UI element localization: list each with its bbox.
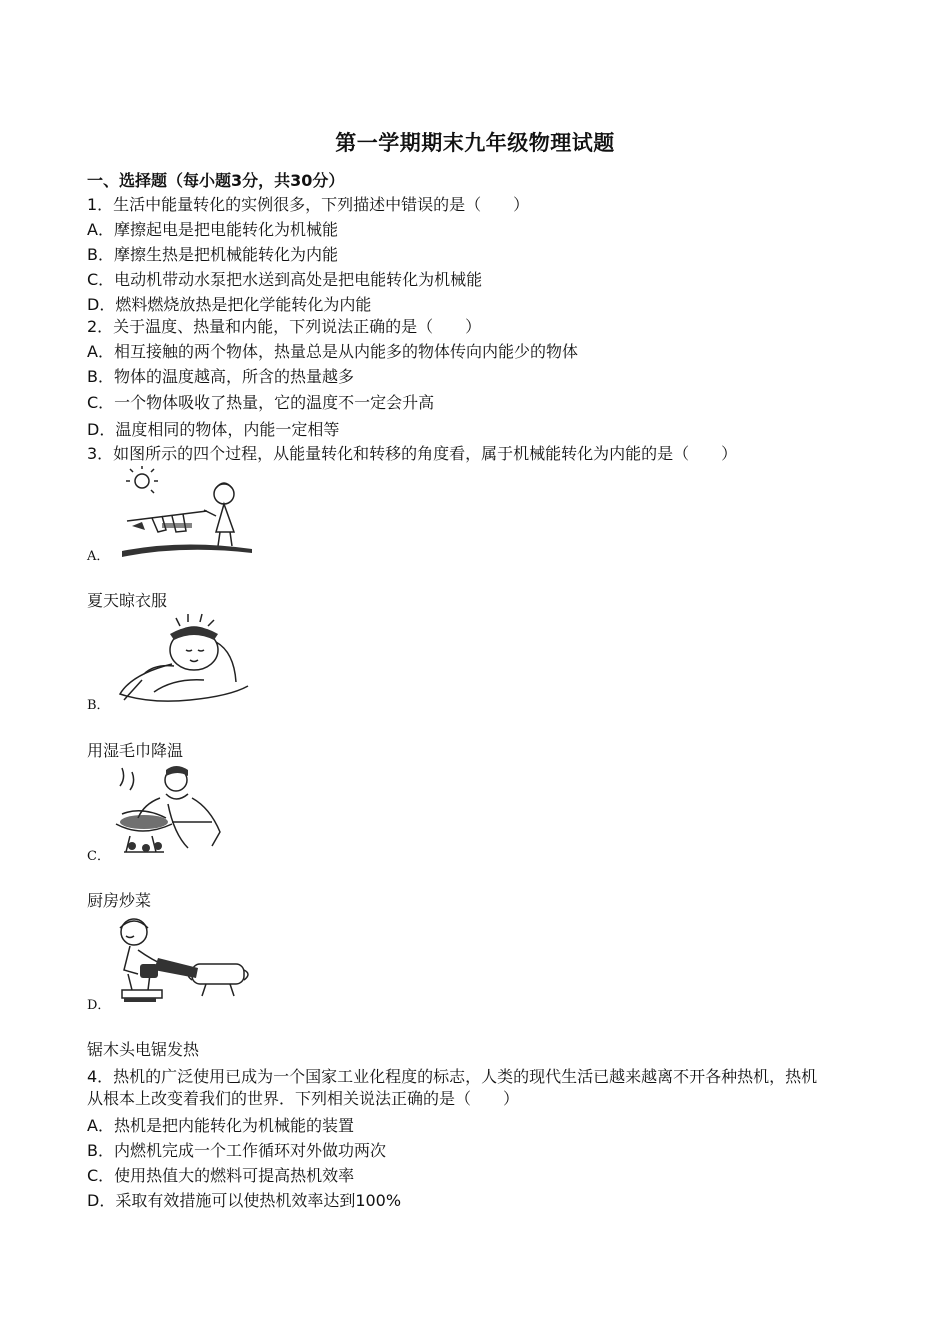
q3-option-c-label: C． [87,849,110,864]
q3-stem: 3．如图所示的四个过程，从能量转化和转移的角度看，属于机械能转化为内能的是（ ） [87,444,738,463]
figure-cooking [112,764,227,859]
q1-option-a: A．摩擦起电是把电能转化为机械能 [87,220,338,239]
section-heading: 一、选择题（每小题3分，共30分） [87,171,345,190]
q1-option-d: D．燃料燃烧放热是把化学能转化为内能 [87,295,372,314]
q4-stem-line1: 4．热机的广泛使用已成为一个国家工业化程度的标志，人类的现代生活已越来越离不开各种热机，热机 [87,1067,818,1086]
q3-option-d-label: D． [87,998,111,1013]
q3-option-d-caption: 锯木头电锯发热 [87,1040,200,1059]
q3-option-b-caption: 用湿毛巾降温 [87,741,184,760]
q2-option-d: D．温度相同的物体，内能一定相等 [87,420,340,439]
q1-stem: 1．生活中能量转化的实例很多，下列描述中错误的是（ ） [87,195,530,214]
q2-option-c: C．一个物体吸收了热量，它的温度不一定会升高 [87,393,435,412]
figure-electric-saw [110,914,250,1009]
q2-option-b: B．物体的温度越高，所含的热量越多 [87,367,354,386]
q3-option-c-caption: 厨房炒菜 [87,891,152,910]
q4-option-d: D．采取有效措施可以使热机效率达到100% [87,1191,402,1210]
q1-option-b: B．摩擦生热是把机械能转化为内能 [87,245,338,264]
q3-option-a-label: A． [87,549,110,564]
q1-option-c: C．电动机带动水泵把水送到高处是把电能转化为机械能 [87,270,483,289]
q2-stem: 2．关于温度、热量和内能，下列说法正确的是（ ） [87,317,482,336]
q4-stem-line2: 从根本上改变着我们的世界．下列相关说法正确的是（ ） [87,1089,520,1108]
figure-wet-towel [114,612,249,707]
page-title: 第一学期期末九年级物理试题 [335,131,615,155]
q4-option-b: B．内燃机完成一个工作循环对外做功两次 [87,1141,386,1160]
q3-option-b-label: B． [87,698,110,713]
figure-drying-clothes [112,466,262,561]
q3-option-a-caption: 夏天晾衣服 [87,591,168,610]
q4-option-c: C．使用热值大的燃料可提高热机效率 [87,1166,355,1185]
q4-option-a: A．热机是把内能转化为机械能的装置 [87,1116,354,1135]
q2-option-a: A．相互接触的两个物体，热量总是从内能多的物体传向内能少的物体 [87,342,578,361]
